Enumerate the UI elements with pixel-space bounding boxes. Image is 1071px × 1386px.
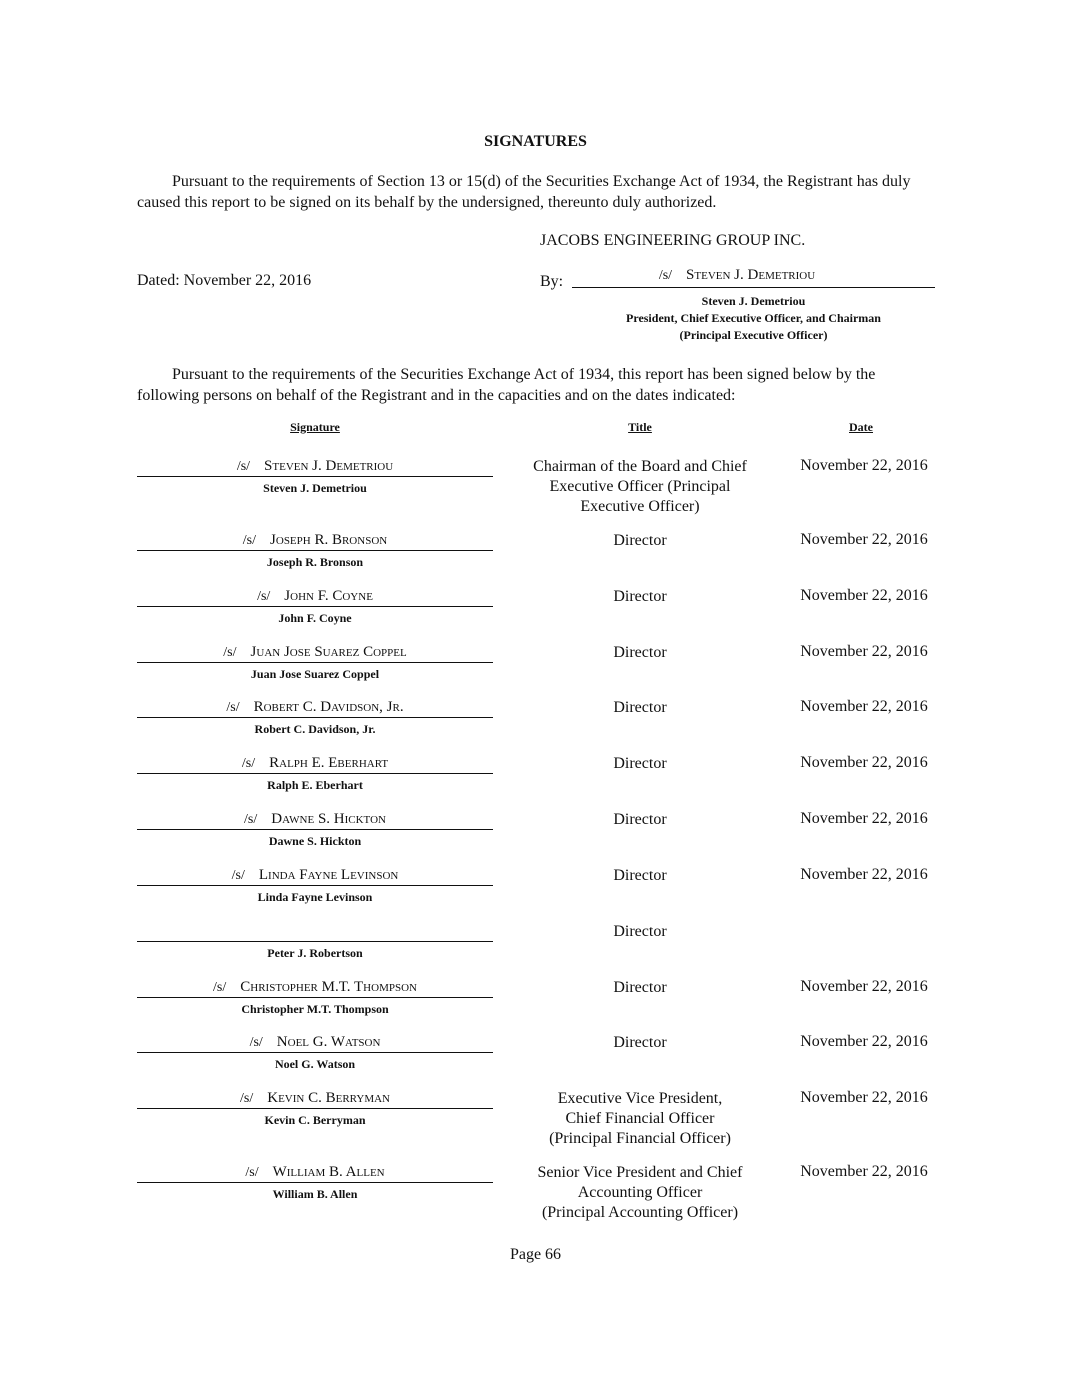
title-line: Senior Vice President and Chief <box>537 1164 743 1181</box>
signer-name: Linda Fayne Levinson <box>258 867 399 883</box>
signature-line <box>137 997 493 998</box>
date-cell: November 22, 2016 <box>800 457 928 474</box>
printed-name: Peter J. Robertson <box>267 946 363 960</box>
signature-mark: /s/ <box>257 589 271 604</box>
title-cell <box>505 587 775 607</box>
signature-mark: /s/ <box>249 1035 263 1050</box>
title-cell <box>505 698 775 718</box>
title-line: (Principal Accounting Officer) <box>541 1204 739 1221</box>
signature-mark: /s/ <box>241 756 256 771</box>
title-line: Chairman of the Board and Chief <box>533 458 747 475</box>
title-cell <box>505 1163 775 1223</box>
title-line: Director <box>613 532 667 549</box>
column-header-title-label: Title <box>628 420 652 434</box>
signature-mark: /s/ <box>658 268 673 283</box>
column-header-date <box>785 420 937 435</box>
signature-entry <box>137 644 493 661</box>
title-line: Director <box>613 644 667 661</box>
title-cell <box>505 866 775 886</box>
signer-name: Joseph R. Bronson <box>270 532 388 548</box>
signer-name: Ralph E. Eberhart <box>269 755 389 771</box>
title-line: Director <box>613 923 667 940</box>
signature-line <box>137 829 493 830</box>
signature-mark: /s/ <box>242 533 257 548</box>
title-line: Executive Vice President, <box>557 1090 723 1107</box>
signer-name: John F. Coyne <box>284 588 373 604</box>
signature-mark: /s/ <box>213 980 227 995</box>
printed-name: Robert C. Davidson, Jr. <box>254 722 376 736</box>
title-line: Director <box>613 699 667 716</box>
title-line: Director <box>613 979 667 996</box>
signature-mark: /s/ <box>245 1165 259 1180</box>
signer-name: Steven J. Demetriou <box>686 267 816 283</box>
signature-line <box>137 606 493 607</box>
signature-entry <box>137 923 493 940</box>
signature-line <box>137 1052 493 1053</box>
date-cell: November 22, 2016 <box>800 978 928 995</box>
by-signature-line <box>572 287 935 288</box>
signature-line <box>137 885 493 886</box>
title-line: (Principal Financial Officer) <box>549 1130 731 1147</box>
by-signature <box>572 267 902 284</box>
date-cell: November 22, 2016 <box>800 587 928 604</box>
signature-entry <box>137 458 493 475</box>
signature-line <box>137 550 493 551</box>
signer-name: Juan Jose Suarez Coppel <box>250 644 407 660</box>
date-cell: November 22, 2016 <box>800 643 928 660</box>
date-cell: November 22, 2016 <box>800 1163 928 1180</box>
signature-line <box>137 941 493 942</box>
signer-name: Steven J. Demetriou <box>264 458 394 474</box>
printed-name: Linda Fayne Levinson <box>257 890 373 904</box>
signature-line <box>137 662 493 663</box>
title-line: Executive Officer (Principal <box>549 478 731 495</box>
printed-name: Steven J. Demetriou <box>263 481 367 495</box>
signature-mark: /s/ <box>240 1091 254 1106</box>
signature-line <box>137 1182 493 1183</box>
title-cell <box>505 922 775 942</box>
page-number: Page 66 <box>509 1246 562 1263</box>
date-cell: November 22, 2016 <box>800 754 928 771</box>
signature-line <box>137 717 493 718</box>
signature-entry <box>137 588 493 605</box>
printed-name: John F. Coyne <box>278 611 352 625</box>
column-header-signature <box>137 420 493 435</box>
signature-mark: /s/ <box>231 868 245 883</box>
signature-entry <box>137 532 493 549</box>
company-name: JACOBS ENGINEERING GROUP INC. <box>540 232 806 249</box>
signer-name: Robert C. Davidson, Jr. <box>253 699 404 715</box>
page-heading: SIGNATURES <box>484 133 587 150</box>
title-cell <box>505 643 775 663</box>
signature-line <box>137 1108 493 1109</box>
signature-entry <box>137 979 493 996</box>
printed-name: Christopher M.T. Thompson <box>241 1002 389 1016</box>
column-header-signature-label: Signature <box>290 420 340 434</box>
signature-entry <box>137 755 493 772</box>
title-line: Chief Financial Officer <box>565 1110 715 1127</box>
date-cell: November 22, 2016 <box>800 698 928 715</box>
second-paragraph: Pursuant to the requirements of the Securities Exchange Act of 1934, this report has been signed below by the following persons on behalf of the Registrant and in the capacities and on the dates indicated: <box>137 366 876 404</box>
signature-entry <box>137 867 493 884</box>
printed-name: Joseph R. Bronson <box>266 555 364 569</box>
date-cell: November 22, 2016 <box>800 531 928 548</box>
signature-entry <box>137 1090 493 1107</box>
title-cell <box>505 457 775 517</box>
signature-mark: /s/ <box>236 459 251 474</box>
printed-name: Ralph E. Eberhart <box>267 778 363 792</box>
title-cell <box>505 810 775 830</box>
title-line: Executive Officer) <box>580 498 700 515</box>
title-cell <box>505 531 775 551</box>
title-line: Director <box>613 588 667 605</box>
by-label: By: <box>540 273 564 290</box>
date-cell: November 22, 2016 <box>800 1089 928 1106</box>
printed-name: William B. Allen <box>272 1187 358 1201</box>
signer-name: Christopher M.T. Thompson <box>240 979 417 995</box>
signer-name: Kevin C. Berryman <box>267 1090 390 1106</box>
title-line: Accounting Officer <box>577 1184 703 1201</box>
by-signature-capacity: (Principal Executive Officer) <box>679 328 828 342</box>
signature-mark: /s/ <box>244 812 258 827</box>
signature-mark: /s/ <box>226 700 240 715</box>
signature-entry <box>137 1034 493 1051</box>
title-cell <box>505 754 775 774</box>
printed-name: Noel G. Watson <box>274 1057 356 1071</box>
signature-entry <box>137 1164 493 1181</box>
by-signature-block <box>572 293 935 344</box>
title-line: Director <box>613 1034 667 1051</box>
column-header-date-label: Date <box>849 420 873 434</box>
signature-entry <box>137 699 493 716</box>
intro-paragraph: Pursuant to the requirements of Section 13 or 15(d) of the Securities Exchange Act of 1934, the Registrant has duly caused this report to be signed on its behalf by the undersigned, thereunto duly authorized. <box>137 173 911 211</box>
title-line: Director <box>613 811 667 828</box>
title-cell <box>505 1033 775 1053</box>
printed-name: Juan Jose Suarez Coppel <box>250 667 380 681</box>
date-cell: November 22, 2016 <box>800 810 928 827</box>
column-header-title <box>505 420 775 435</box>
by-signature-name: Steven J. Demetriou <box>701 294 806 308</box>
dated-line: Dated: November 22, 2016 <box>137 272 312 289</box>
signer-name: Noel G. Watson <box>276 1034 381 1050</box>
signature-line <box>137 476 493 477</box>
signature-entry <box>137 811 493 828</box>
date-cell: November 22, 2016 <box>800 1033 928 1050</box>
signature-line <box>137 773 493 774</box>
signature-mark: /s/ <box>223 645 237 660</box>
title-cell <box>505 1089 775 1149</box>
signer-name: William B. Allen <box>272 1164 385 1180</box>
title-line: Director <box>613 755 667 772</box>
printed-name: Kevin C. Berryman <box>264 1113 366 1127</box>
by-signature-title: President, Chief Executive Officer, and Chairman <box>626 311 881 325</box>
date-cell: November 22, 2016 <box>800 866 928 883</box>
printed-name: Dawne S. Hickton <box>268 834 362 848</box>
signer-name: Dawne S. Hickton <box>271 811 386 827</box>
title-line: Director <box>613 867 667 884</box>
title-cell <box>505 978 775 998</box>
